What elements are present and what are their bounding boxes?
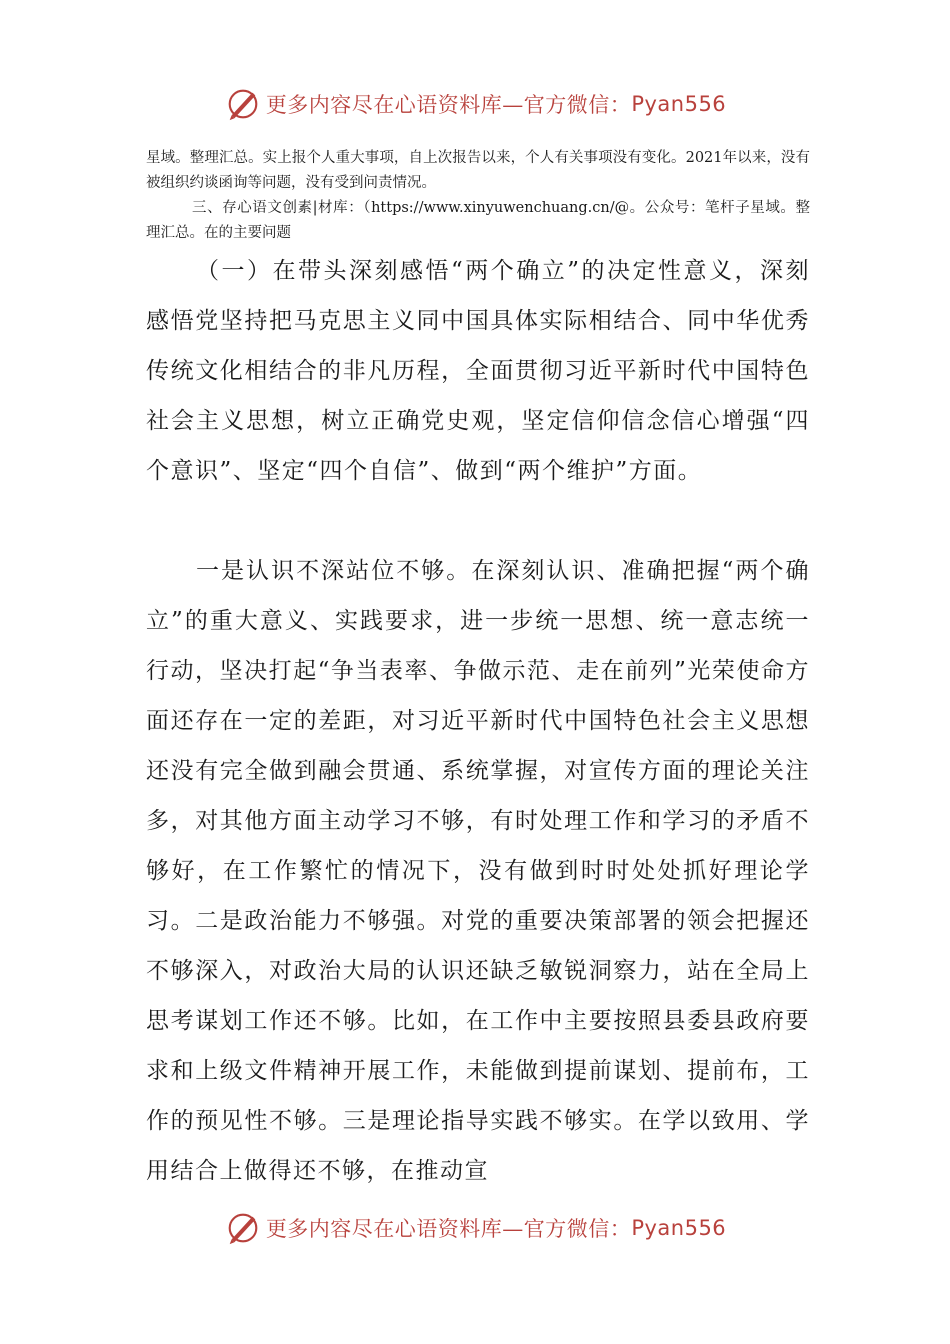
watermark-wechat-id: Pyan556: [631, 92, 727, 116]
watermark-footer: [0, 1206, 950, 1250]
section-heading-one: （一）在带头深刻感悟“两个确立”的决定性意义，深刻感悟党坚持把马克思主义同中国具体实际相结合、同中华优秀传统文化相结合的非凡历程，全面贯彻习近平新时代中国特色社会主义思想，树立正确党史观，坚定信仰信念信心增强“四个意识”、坚定“四个自信”、做到“两个维护”方面。: [146, 258, 810, 484]
paragraph-problems: 一是认识不深站位不够。在深刻认识、准确把握“两个确立”的重大意义、实践要求，进一步统一思想、统一意志统一行动，坚决打起“争当表率、争做示范、走在前列”光荣使命方面还存在一定的差距，对习近平新时代中国特色社会主义思想还没有完全做到融会贯通、系统掌握，对宣传方面的理论关注多，对其他方面主动学习不够，有时处理工作和学习的矛盾不够好，在工作繁忙的情况下，没有做到时时处处抓好理论学习。二是政治能力不够强。对党的重要决策部署的领会把握还不够深入，对政治大局的认识还缺乏敏锐洞察力，站在全局上思考谋划工作还不够。比如，在工作中主要按照县委县政府要求和上级文件精神开展工作，未能做到提前谋划、提前布，工作的预见性不够。三是理论指导实践不够实。在学以致用、学用结合上做得还不够，在推动宣: [146, 558, 810, 1184]
watermark-text: 更多内容尽在心语资料库—官方微信：: [265, 93, 632, 117]
paragraph-personal-matters: 星域。整理汇总。实上报个人重大事项，自上次报告以来，个人有关事项没有变化。2021年以来，没有被组织约谈函询等问题，没有受到问责情况。: [146, 150, 810, 191]
pen-logo-icon: [224, 1209, 262, 1247]
paragraph-section-three: 三、存心语文创素|材库：（https://www.xinyuwenchuang.cn/@。公众号：笔杆子星域。整理汇总。在的主要问题: [146, 200, 810, 241]
watermark-header: [0, 82, 950, 126]
watermark-text: 更多内容尽在心语资料库—官方微信：: [265, 1217, 632, 1241]
pen-logo-icon: [224, 85, 262, 123]
watermark-wechat-id: Pyan556: [631, 1216, 727, 1240]
